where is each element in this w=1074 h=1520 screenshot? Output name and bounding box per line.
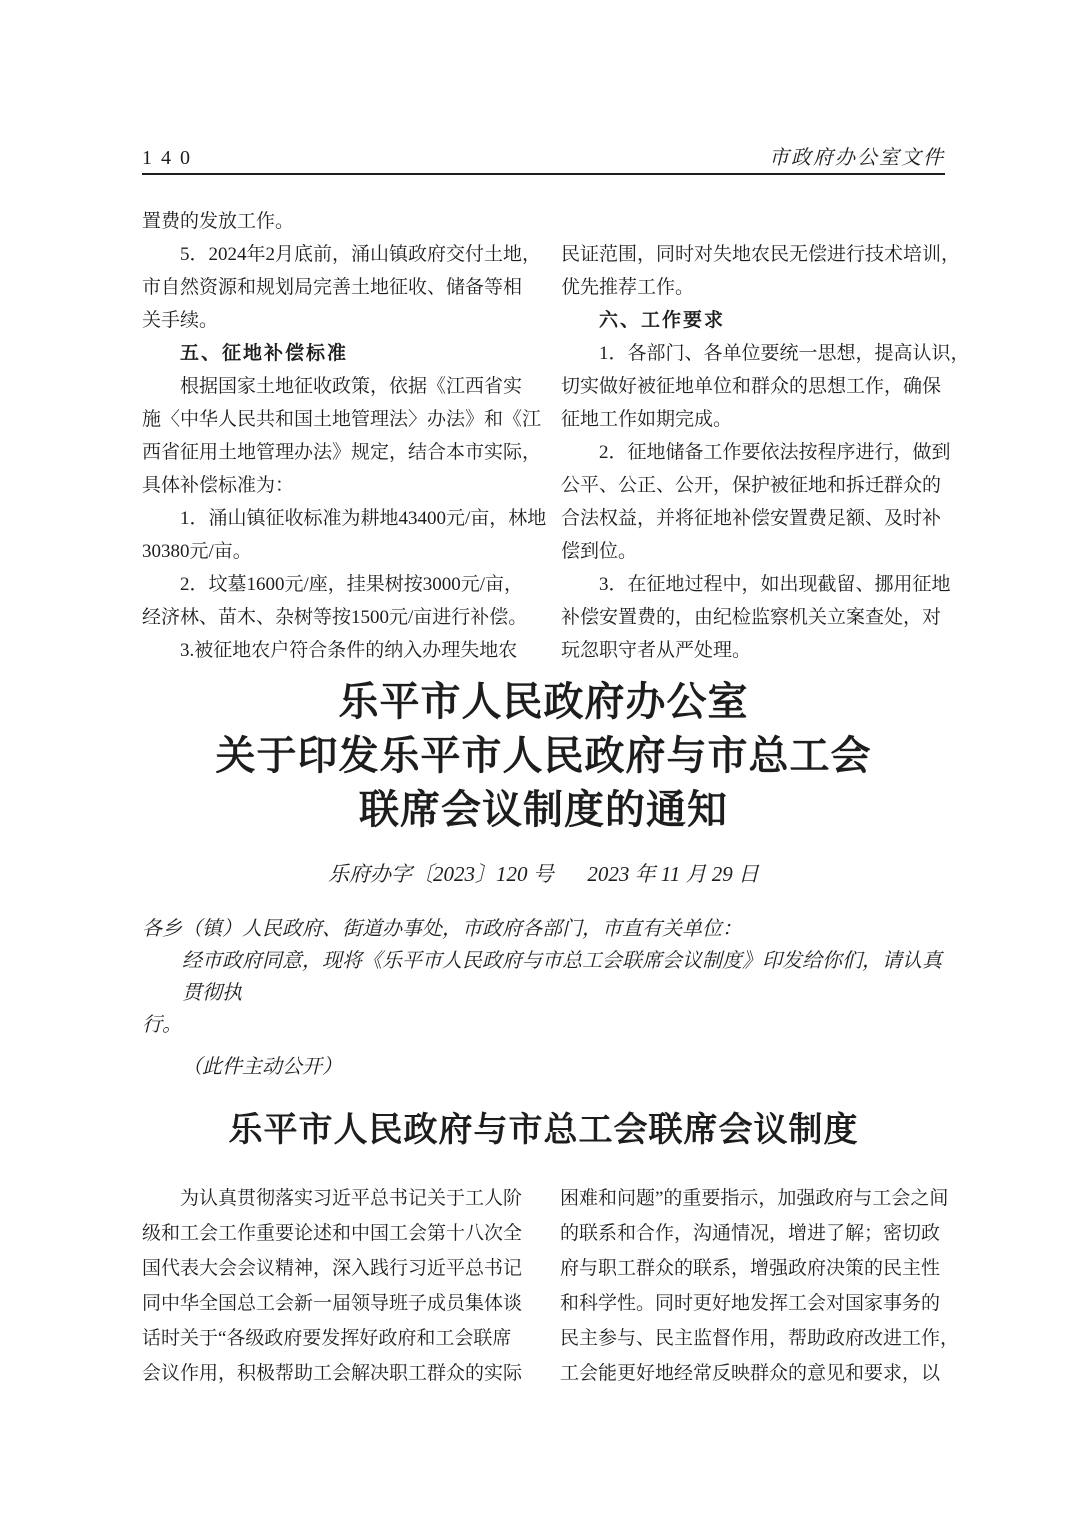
text-line: 优先推荐工作。 (561, 277, 695, 298)
text-line: 关手续。 (142, 310, 219, 331)
text-line: 工会能更好地经常反映群众的意见和要求，以 (560, 1363, 941, 1384)
text-line: 联席会议制度的通知 (359, 787, 728, 832)
notice-body (142, 913, 945, 1083)
notice-title (142, 675, 945, 837)
text-line: 和科学性。同时更好地发挥工会对国家事务的 (560, 1293, 941, 1314)
text-line: 乐平市人民政府办公室 (338, 679, 749, 724)
text-line: 各乡（镇）人民政府、街道办事处，市政府各部门，市直有关单位： (142, 918, 742, 940)
text-line: 民证范围，同时对失地农民无偿进行技术培训， (561, 244, 961, 265)
text-line: 30380元/亩。 (142, 541, 252, 562)
text-line: 府与职工群众的联系，增强政府决策的民主性 (560, 1258, 941, 1279)
page-header (142, 0, 945, 175)
text-line: 1．各部门、各单位要统一思想，提高认识， (599, 343, 970, 364)
text-line: 施〈中华人民共和国土地管理法〉办法》和《江 (142, 409, 542, 430)
text-line: 合法权益，并将征地补偿安置费足额、及时补 (561, 508, 942, 529)
text-line: 切实做好被征地单位和群众的思想工作，确保 (561, 376, 942, 397)
system-document-title: 乐平市人民政府与市总工会联席会议制度 (228, 1111, 859, 1149)
text-line: 为认真贯彻落实习近平总书记关于工人阶 (180, 1188, 523, 1209)
text-line: 级和工会工作重要论述和中国工会第十八次全 (142, 1223, 523, 1244)
bottom-two-column-section (142, 1181, 960, 1391)
text-line: 玩忽职守者从严处理。 (561, 640, 752, 661)
page-content (142, 0, 970, 1391)
bottom-left-column (142, 1181, 526, 1391)
text-line: 的联系和合作，沟通情况，增进了解；密切政 (560, 1223, 941, 1244)
document-date: 2023 年 11 月 29 日 (587, 862, 760, 886)
text-line: 国代表大会会议精神，深入践行习近平总书记 (142, 1258, 523, 1279)
text-line: 六、工作要求 (599, 310, 726, 331)
text-line: 经市政府同意，现将《乐平市人民政府与市总工会联席会议制度》印发给你们，请认真贯彻执 (182, 950, 942, 1004)
text-line: 市自然资源和规划局完善土地征收、储备等相 (142, 277, 523, 298)
text-line: 2．坟墓1600元/座，挂果树按3000元/亩， (180, 574, 524, 595)
text-line: （此件主动公开） (182, 1056, 342, 1078)
top-right-column (561, 205, 970, 667)
text-line: 公平、公正、公开，保护被征地和拆迁群众的 (561, 475, 942, 496)
text-line: 1．涌山镇征收标准为耕地43400元/亩，林地 (180, 508, 547, 529)
text-line: 征地工作如期完成。 (561, 409, 733, 430)
document-number: 乐府办字〔2023〕120 号 (327, 862, 554, 886)
text-line: 困难和问题”的重要指示，加强政府与工会之间 (560, 1188, 949, 1209)
text-line: 关于印发乐平市人民政府与市总工会 (215, 733, 872, 778)
page-number: 140 (142, 147, 199, 169)
text-line: 5．2024年2月底前，涌山镇政府交付土地， (180, 244, 542, 265)
text-line: 五、征地补偿标准 (180, 343, 349, 364)
text-line: 会议作用，积极帮助工会解决职工群众的实际 (142, 1363, 523, 1384)
document-number-line (142, 859, 945, 889)
text-line: 民主参与、民主监督作用，帮助政府改进工作， (560, 1328, 960, 1349)
text-line: 话时关于“各级政府要发挥好政府和工会联席 (142, 1328, 512, 1349)
text-line: 偿到位。 (561, 541, 638, 562)
text-line: 2．征地储备工作要依法按程序进行，做到 (599, 442, 951, 463)
text-line: 补偿安置费的，由纪检监察机关立案查处，对 (561, 607, 942, 628)
text-line: 3.被征地农户符合条件的纳入办理失地农 (180, 640, 518, 661)
text-line: 同中华全国总工会新一届领导班子成员集体谈 (142, 1293, 523, 1314)
header-section-title: 市政府办公室文件 (769, 147, 945, 169)
text-line: 经济林、苗木、杂树等按1500元/亩进行补偿。 (142, 607, 528, 628)
text-line: 西省征用土地管理办法》规定，结合本市实际， (142, 442, 542, 463)
text-line: 置费的发放工作。 (142, 211, 295, 232)
top-left-column (142, 205, 547, 667)
text-line: 3．在征地过程中，如出现截留、挪用征地 (599, 574, 951, 595)
text-line: 根据国家土地征收政策，依据《江西省实 (180, 376, 523, 397)
text-line: 具体补偿标准为： (142, 475, 295, 496)
text-line: 行。 (142, 1014, 182, 1036)
bottom-right-column (560, 1181, 960, 1391)
top-two-column-section (142, 205, 970, 667)
